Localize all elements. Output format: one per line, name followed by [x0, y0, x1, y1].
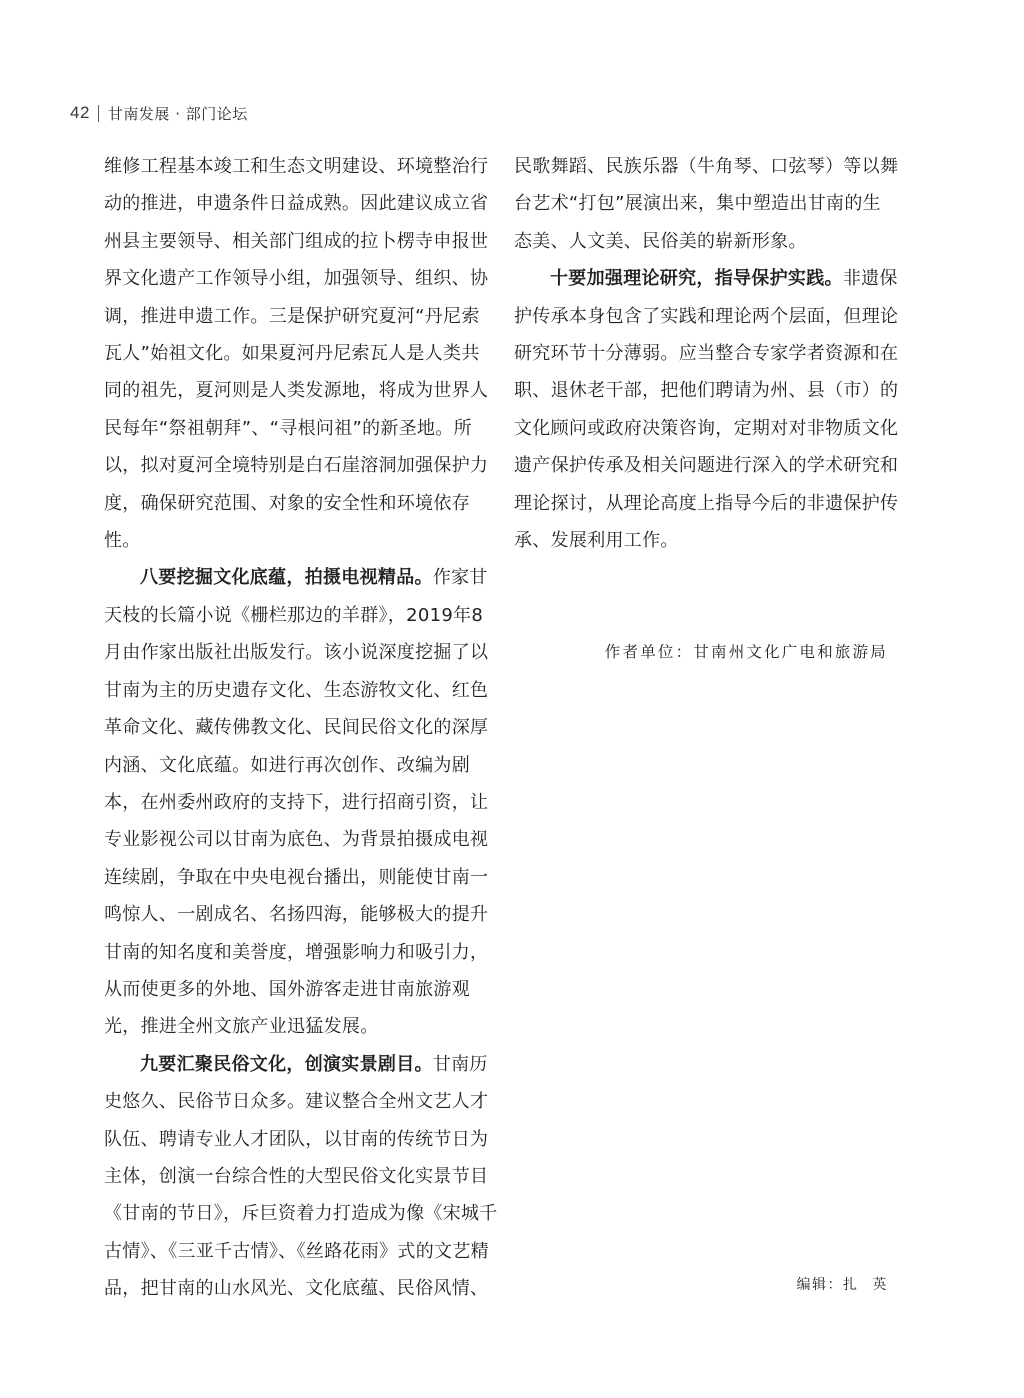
author-affiliation: 作者单位：甘南州文化广电和旅游局 — [604, 643, 888, 661]
text-line: 民每年“祭祖朝拜”、“寻根问祖”的新圣地。所 — [104, 417, 472, 439]
page-number: 42 — [70, 103, 90, 122]
text-line: 动的推进，申遗条件日益成熟。因此建议成立省 — [104, 193, 489, 215]
text-line: 《甘南的节日》，斥巨资着力打造成为像《宋城千 — [104, 1203, 498, 1225]
text-line: 鸣惊人、一剧成名、名扬四海，能够极大的提升 — [104, 904, 489, 926]
text-line: 天枝的长篇小说《栅栏那边的羊群》，2019年8 — [104, 604, 484, 626]
text-line: 甘南为主的历史遗存文化、生态游牧文化、红色 — [104, 679, 489, 701]
text-line: 以，拟对夏河全境特别是白石崖溶洞加强保护力 — [104, 455, 489, 477]
text-line: 品，把甘南的山水风光、文化底蕴、民俗风情、 — [104, 1278, 489, 1300]
paragraph-first-line-rest: 甘南历 — [432, 1053, 488, 1075]
right-column — [514, 148, 899, 559]
left-column — [104, 148, 498, 1308]
text-line: 遗产保护传承及相关问题进行深入的学术研究和 — [514, 455, 899, 477]
text-line: 同的祖先，夏河则是人类发源地，将成为世界人 — [104, 380, 489, 402]
text-line: 史悠久、民俗节日众多。建议整合全州文艺人才 — [104, 1091, 489, 1113]
running-header — [70, 100, 248, 126]
text-line: 台艺术“打包”展演出来，集中塑造出甘南的生 — [514, 193, 881, 215]
paragraph-lead-heading: 九要汇聚民俗文化，创演实景剧目。 — [140, 1053, 433, 1075]
text-line: 古情》、《三亚千古情》、《丝路花雨》式的文艺精 — [104, 1240, 489, 1262]
text-line: 州县主要领导、相关部门组成的拉卜楞寺申报世 — [104, 230, 489, 252]
text-line: 从而使更多的外地、国外游客走进甘南旅游观 — [104, 978, 470, 1000]
text-line: 月由作家出版社出版发行。该小说深度挖掘了以 — [104, 642, 489, 664]
text-line: 连续剧，争取在中央电视台播出，则能使甘南一 — [104, 866, 489, 888]
text-line: 文化顾问或政府决策咨询，定期对对非物质文化 — [514, 417, 899, 439]
text-line: 态美、人文美、民俗美的崭新形象。 — [514, 230, 807, 252]
text-line: 性。 — [104, 530, 141, 552]
text-line: 职、退休老干部，把他们聘请为州、县（市）的 — [514, 380, 899, 402]
text-line: 革命文化、藏传佛教文化、民间民俗文化的深厚 — [104, 717, 489, 739]
text-line: 承、发展利用工作。 — [514, 530, 679, 552]
text-line: 理论探讨，从理论高度上指导今后的非遗保护传 — [514, 492, 899, 514]
paragraph-first-line-rest: 作家甘 — [432, 567, 488, 589]
text-line: 主体，创演一台综合性的大型民俗文化实景节目 — [104, 1165, 489, 1187]
section-title: 甘南发展 · 部门论坛 — [107, 104, 248, 123]
text-line: 护传承本身包含了实践和理论两个层面，但理论 — [514, 305, 899, 327]
text-line: 研究环节十分薄弱。应当整合专家学者资源和在 — [514, 343, 899, 365]
text-line: 瓦人”始祖文化。如果夏河丹尼索瓦人是人类共 — [104, 343, 480, 365]
text-line: 度，确保研究范围、对象的安全性和环境依存 — [104, 492, 470, 514]
text-line: 维修工程基本竣工和生态文明建设、环境整治行 — [104, 156, 489, 177]
paragraph-lead-heading: 十要加强理论研究，指导保护实践。 — [550, 268, 843, 290]
text-line: 光，推进全州文旅产业迅猛发展。 — [104, 1016, 379, 1038]
paragraph-first-line — [104, 1046, 488, 1083]
text-line: 内涵、文化底蕴。如进行再次创作、改编为剧 — [104, 754, 470, 776]
text-line: 队伍、聘请专业人才团队，以甘南的传统节日为 — [104, 1128, 489, 1150]
text-line: 界文化遗产工作领导小组，加强领导、组织、协 — [104, 268, 489, 290]
paragraph-first-line-rest: 非遗保 — [842, 268, 898, 290]
editor-name-part: 扎 — [843, 1277, 859, 1293]
paragraph-first-line — [104, 559, 488, 596]
text-line: 专业影视公司以甘南为底色、为背景拍摄成电视 — [104, 829, 489, 851]
editor-credit — [797, 1274, 889, 1294]
text-line: 民歌舞蹈、民族乐器（牛角琴、口弦琴）等以舞 — [514, 156, 899, 177]
text-line: 调，推进申遗工作。三是保护研究夏河“丹尼索 — [104, 305, 480, 327]
text-line: 本，在州委州政府的支持下，进行招商引资，让 — [104, 791, 489, 813]
text-line: 甘南的知名度和美誉度，增强影响力和吸引力， — [104, 941, 489, 963]
editor-label: 编辑： — [796, 1277, 843, 1293]
paragraph-first-line — [514, 260, 898, 297]
paragraph-lead-heading: 八要挖掘文化底蕴，拍摄电视精品。 — [140, 567, 433, 589]
header-divider — [98, 105, 99, 122]
editor-name-part: 英 — [872, 1277, 888, 1293]
